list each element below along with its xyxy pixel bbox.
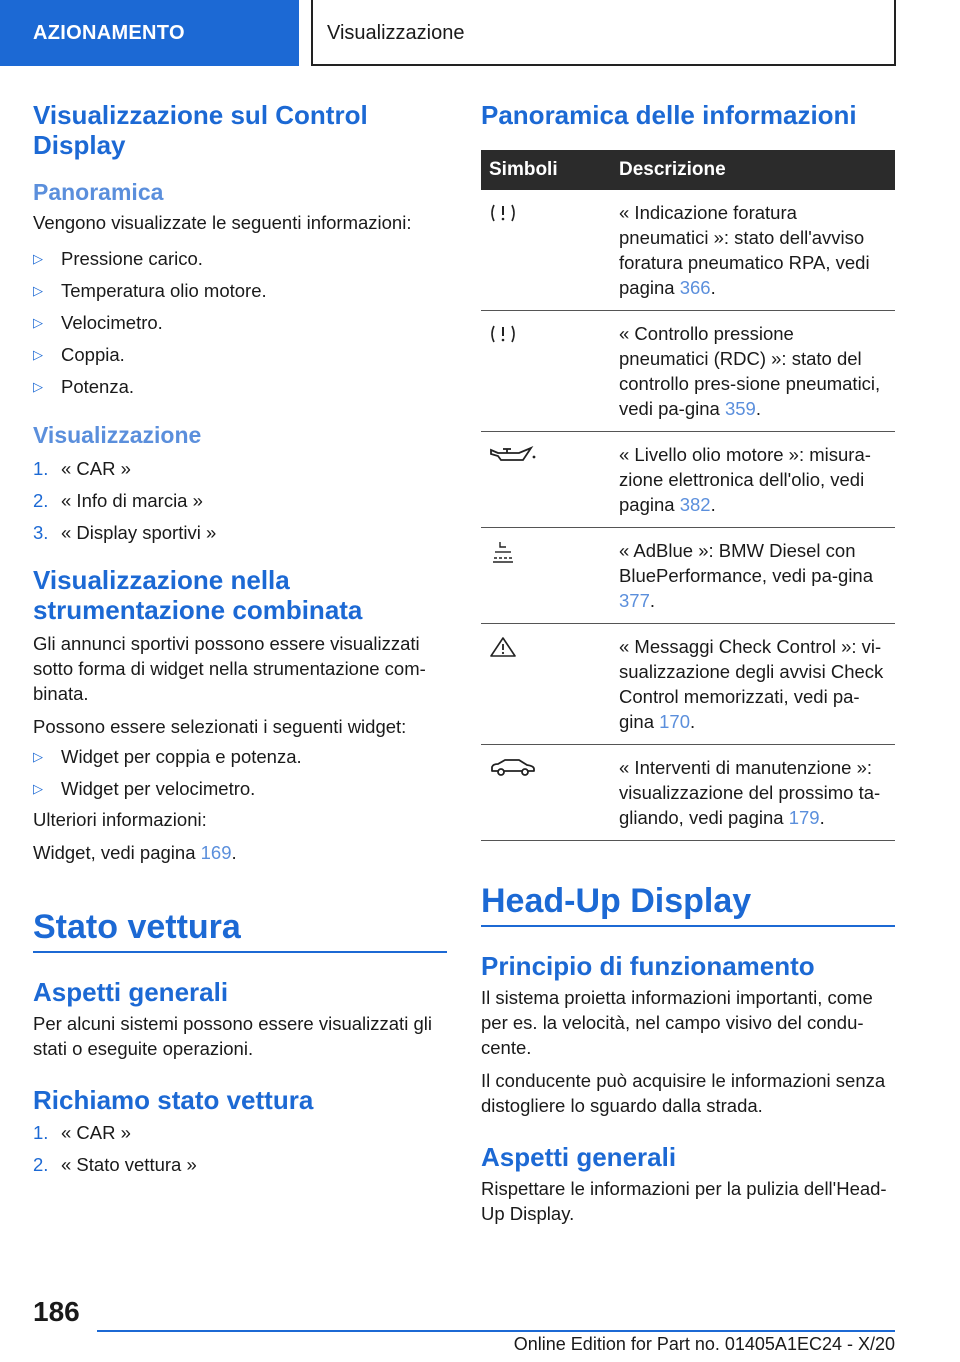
bullet-triangle-icon: ▷ <box>33 781 43 796</box>
intro-text: Vengono visualizzate le seguenti informazioni: <box>33 212 412 233</box>
strument-text: Gli annunci sportivi possono essere visualizzati sotto forma di widget nella strumentazione com‐binata. <box>33 633 426 704</box>
page-link[interactable]: 382 <box>679 494 711 515</box>
list-item: ▷ Coppia. <box>33 339 447 371</box>
list-item: ▷ Widget per coppia e potenza. <box>33 741 447 773</box>
list-item: ▷ Potenza. <box>33 371 447 403</box>
heading-stato-vettura: Stato vettura <box>33 905 447 953</box>
heading-richiamo: Richiamo stato vettura <box>33 1085 314 1115</box>
heading-visualizzazione: Visualizzazione <box>33 422 202 448</box>
col-header-description: Descrizione <box>611 150 895 190</box>
car-service-icon <box>489 757 537 777</box>
heading-principio: Principio di funzionamento <box>481 951 815 981</box>
page-link[interactable]: 366 <box>679 277 711 298</box>
table-header-row <box>481 150 895 190</box>
list-item: ▷ Pressione carico. <box>33 243 447 275</box>
col-header-symbols: Simboli <box>481 150 611 190</box>
warning-triangle-icon <box>489 636 517 658</box>
bullet-triangle-icon: ▷ <box>33 379 43 394</box>
bullet-triangle-icon: ▷ <box>33 251 43 266</box>
list-item: ▷ Widget per velocimetro. <box>33 773 447 805</box>
page-link[interactable]: 377 <box>619 590 650 611</box>
step-item: 1. « CAR » <box>33 458 131 479</box>
bullet-triangle-icon: ▷ <box>33 283 43 298</box>
page-link[interactable]: 169 <box>200 842 232 863</box>
list-item: ▷ Velocimetro. <box>33 307 447 339</box>
table-row: « Interventi di manutenzione »: visualizzazione del prossimo ta‐gliando, vedi pagina 179. <box>481 745 895 841</box>
widget-list <box>33 741 447 805</box>
heading-panoramica-info: Panoramica delle informazioni <box>481 100 857 130</box>
bullet-triangle-icon: ▷ <box>33 347 43 362</box>
heading-control-display: Visualizzazione sul Control Display <box>33 100 368 160</box>
heading-strumentazione: Visualizzazione nella strumentazione combinata <box>33 565 363 625</box>
page-header <box>0 0 960 66</box>
heading-head-up-display: Head-Up Display <box>481 879 895 927</box>
richiamo-steps <box>33 1117 447 1181</box>
info-list <box>33 243 447 403</box>
symbols-table <box>481 150 895 841</box>
tyre-warning-icon <box>489 202 517 224</box>
bullet-triangle-icon: ▷ <box>33 315 43 330</box>
step-item: 3. « Display sportivi » <box>33 522 217 543</box>
heading-aspetti-generali-hud: Aspetti generali <box>481 1142 677 1172</box>
widget-ref: Widget, vedi pagina 169. <box>33 842 237 863</box>
list-item: ▷ Temperatura olio motore. <box>33 275 447 307</box>
bullet-triangle-icon: ▷ <box>33 749 43 764</box>
table-row: « Messaggi Check Control »: vi‐sualizzazione degli avvisi Check Control memorizzati, vedi pa‐gina 170. <box>481 624 895 745</box>
heading-panoramica: Panoramica <box>33 179 164 205</box>
edition-text: Online Edition for Part no. 01405A1EC24 - X/20 <box>513 1334 895 1354</box>
left-column <box>33 100 447 1191</box>
page-link[interactable]: 170 <box>659 711 690 732</box>
aspetti-hud-text: Rispettare le informazioni per la pulizia dell'Head-Up Display. <box>481 1178 887 1224</box>
visual-steps <box>33 453 447 549</box>
principio-text-2: Il conducente può acquisire le informazioni senza distogliere lo sguardo dalla strada. <box>481 1070 886 1116</box>
heading-aspetti-generali: Aspetti generali <box>33 977 229 1007</box>
table-row: « AdBlue »: BMW Diesel con BluePerformance, vedi pa‐gina 377. <box>481 528 895 624</box>
table-row: « Indicazione foratura pneumatici »: stato dell'avviso foratura pneumatico RPA, vedi pagina 366. <box>481 190 895 311</box>
step-item: 1. « CAR » <box>33 1122 131 1143</box>
section-tab: AZIONAMENTO <box>0 0 299 66</box>
strument-widgets-text: Possono essere selezionati i seguenti widget: <box>33 716 407 737</box>
table-row: « Livello olio motore »: misura‐zione elettronica dell'olio, vedi pagina 382. <box>481 432 895 528</box>
tyre-pressure-icon <box>489 323 517 345</box>
right-column <box>481 100 895 1234</box>
step-item: 2. « Stato vettura » <box>33 1154 197 1175</box>
page-number: 186 <box>33 1296 80 1327</box>
page-link[interactable]: 359 <box>724 398 756 419</box>
footer-divider <box>97 1330 895 1332</box>
step-item: 2. « Info di marcia » <box>33 490 203 511</box>
chapter-tab: Visualizzazione <box>311 0 896 66</box>
principio-text-1: Il sistema proietta informazioni importanti, come per es. la velocità, nel campo visivo del condu‐cente. <box>481 987 873 1058</box>
page-link[interactable]: 179 <box>788 807 820 828</box>
table-row: « Controllo pressione pneumatici (RDC) »: stato del controllo pres‐sione pneumatici, vedi pa‐gina 359. <box>481 311 895 432</box>
aspetti-text: Per alcuni sistemi possono essere visualizzati gli stati o eseguite operazioni. <box>33 1013 432 1059</box>
ulteriori-text: Ulteriori informazioni: <box>33 809 207 830</box>
adblue-icon <box>489 540 517 564</box>
oil-can-icon <box>489 444 537 466</box>
